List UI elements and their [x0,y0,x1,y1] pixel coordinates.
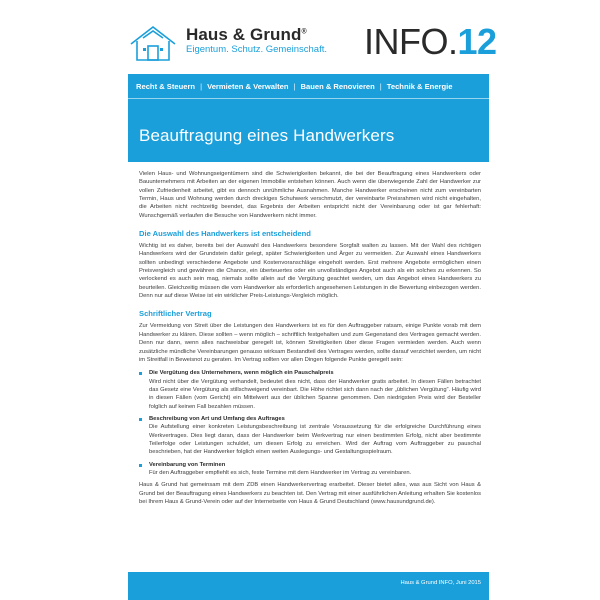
bullet-text: Wird nicht über die Vergütung verhandelt, bedeutet dies nicht, dass der Handwerker gratis arbeitet. In diesen Fällen betrachtet das Gesetz eine Vergütung als stillschweigend vereinbart. Die Höhe richtet sich dann nach der „üblichen Vergütung“. Häufig wird in diesen Fällen (vom Gericht) ein Mittelwert aus der üblichen Spanne genommen. Den niedrigsten Preis wird der Besteller folglich auf keinen Fall bezahlen müssen. [149,378,481,410]
registered-mark: ® [301,28,307,36]
nav-separator: | [200,81,203,91]
bullet-list [139,369,481,477]
bullet-title: Die Vergütung des Unternehmers, wenn möglich ein Pauschalpreis [149,370,334,377]
category-nav [128,74,489,98]
list-item [139,415,481,457]
intro-paragraph: Vielen Haus- und Wohnungseigentümern sind die Schwierigkeiten bekannt, die bei der Beauftragung eines Handwerkers oder Bauunternehmers mit Arbeiten an der eigenen Immobilie entstehen können. Auch wenn die überwiegende Zahl der Handwerker zur vollen Zufriedenheit arbeitet, gibt es dennoch unrühmliche Ausnahmen. Manche Handwerker erscheinen nicht zum vereinbarten Termin, Haus und Wohnung werden durch dreckiges Schuhwerk verschmutzt, der vereinbarte Preisrahmen wird nicht eingehalten, die Arbeiten nicht rechtzeitig beendet, das Ergebnis der Arbeiten entspricht nicht der Vereinbarung oder ist gar fehlerhaft: Wunschgemäß verlaufen die Besuche von Handwerkern nicht immer. [139,171,481,219]
bullet-title: Vereinbarung von Terminen [149,461,226,468]
page-title: Beauftragung eines Handwerkers [139,126,395,145]
nav-item-vermieten-verwalten[interactable]: Vermieten & Verwalten [207,81,289,91]
bullet-square-icon [139,464,142,467]
section-paragraph-vertrag: Zur Vermeidung von Streit über die Leistungen des Handwerkers ist es für den Auftraggeber ratsam, einige Punkte vorab mit dem Handwerker zu klären. Diese sollten – wenn möglich – schriftlich festgehalten und zum Gegenstand des Vertrages gemacht werden. Denn nur dann, wenn alles nachweisbar geregelt ist, können Streitigkeiten über diese Fragen vermieden werden. Auch wenn zusätzliche mündliche Vereinbarungen genauso wirksam Bestandteil des Vertrages werden, sollte darauf verzichtet werden, um nicht im Streitfall in Beweisnot zu geraten. Im Vertrag sollten vor allen Dingen folgende Punkte geregelt sein: [139,323,481,363]
nav-item-bauen-renovieren[interactable]: Bauen & Renovieren [300,81,375,91]
bullet-square-icon [139,372,142,375]
closing-paragraph: Haus & Grund hat gemeinsam mit dem ZDB einen Handwerkervertrag erarbeitet. Dieser bietet alles, was aus Sicht von Haus & Grund bei der Beauftragung eines Handwerkers zu beachten ist. Den Vertrag mit einer ausführlichen Anleitung erhalten Sie kostenlos bei Ihrem Haus & Grund-Verein oder auf der Internetseite von Haus & Grund Deutschland (www.hausundgrund.de). [139,482,481,505]
info-label: INFO. [364,21,458,62]
bullet-square-icon [139,418,142,421]
bullet-text: Die Aufstellung einer konkreten Leistungsbeschreibung ist zentrale Voraussetzung für die erfolgreiche Durchführung eines Werkvertrages. Dies liegt daran, dass der Handwerker beim Werkvertrag nur einen bestimmten Erfolg, nicht aber bestimmte Teilerfolge oder Leistungen schuldet, um diesen Erfolg zu erreichen. Wird der Auftrag vom Auftraggeber zu pauschal beschrieben, hat der Handwerker folglich einen weiten Auslegungs- und Gestaltungsspielraum. [149,424,481,456]
hero-banner [128,98,489,162]
section-heading-vertrag: Schriftlicher Vertrag [139,309,212,319]
footer-bar [128,572,489,600]
brand-name-text: Haus & Grund [186,25,302,44]
nav-separator: | [379,81,382,91]
section-paragraph-auswahl: Wichtig ist es daher, bereits bei der Auswahl des Handwerkers besondere Sorgfalt walten zu lassen. Mit der Wahl des richtigen Handwerkers wird der Grundstein dafür gelegt, später Schwierigkeiten und Ärger zu vermeiden. Zur Auswahl eines Handwerkers sollten unbedingt verschiedene Angebote und Kostenvoranschläge eingeholt werden. Erst mehrere Angebote ermöglichen einen Preisvergleich und gewähren die Chance, ein überteuertes oder ein unvollständiges Angebot auch als ein solches zu erkennen. So verlockend es auch sein mag, niemals sollte allein auf die Vergütung geachtet werden, um das Angebot eines Handwerkers zu beurteilen. Gleichzeitig müssen die vom Handwerker als erforderlich angesehenen Leistungen in die Bewertung einbezogen werden. Denn nur auf diese Weise ist ein wirklicher Preis-Leistungs-Vergleich möglich. [139,243,481,300]
bullet-title: Beschreibung von Art und Umfang des Auftrages [149,415,285,422]
house-logo-icon [129,24,177,62]
info-number: 12 [457,21,497,62]
article-body [139,170,481,506]
nav-separator: | [293,81,296,91]
nav-item-recht-steuern[interactable]: Recht & Steuern [136,81,196,91]
info-title [364,22,497,62]
list-item [139,461,481,478]
nav-item-technik-energie[interactable]: Technik & Energie [386,81,453,91]
list-item [139,369,481,411]
bullet-text: Für den Auftraggeber empfiehlt es sich, feste Termine mit dem Handwerker im Vertrag zu vereinbaren. [149,469,412,476]
brand-tagline: Eigentum. Schutz. Gemeinschaft. [186,44,327,55]
brand-name [186,25,307,45]
footer-text: Haus & Grund INFO, Juni 2015 [400,580,481,586]
section-heading-auswahl: Die Auswahl des Handwerkers ist entscheidend [139,229,311,239]
